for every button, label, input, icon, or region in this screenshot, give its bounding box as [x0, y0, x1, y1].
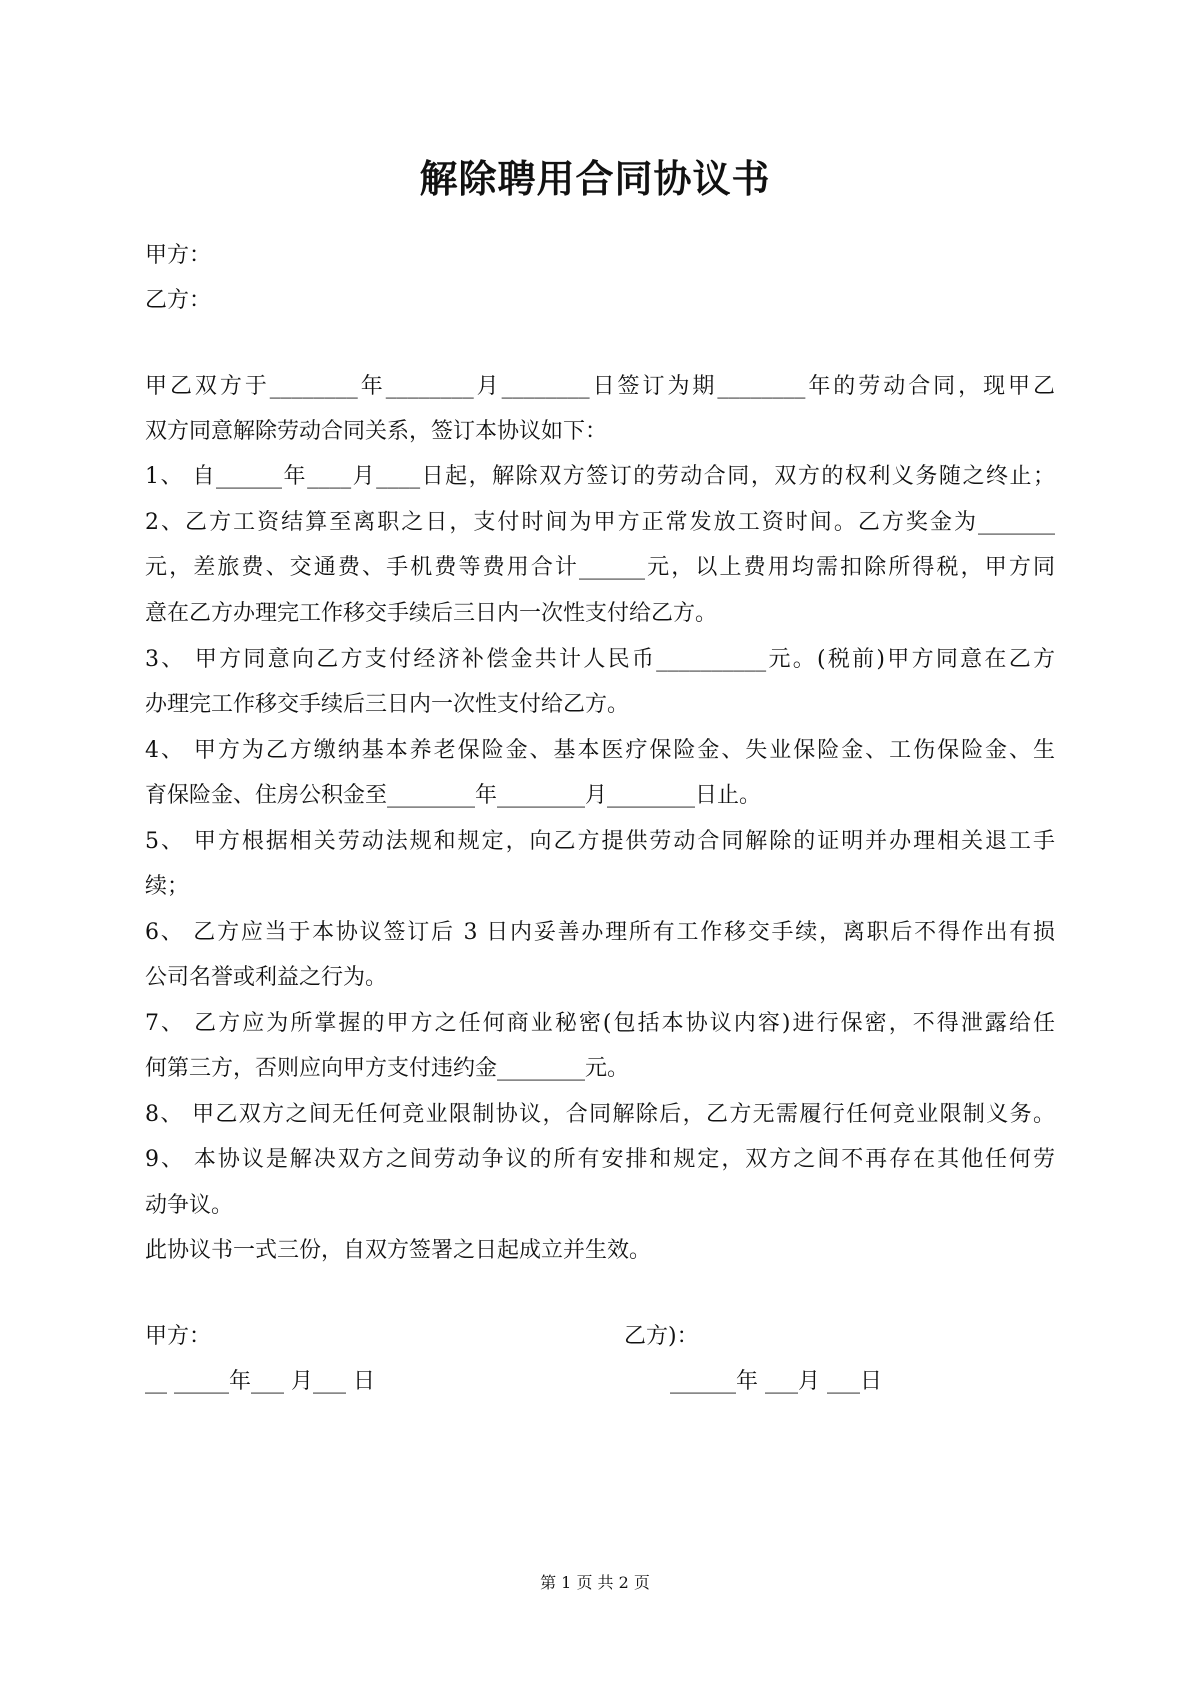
- party-a-line: 甲方：: [145, 243, 212, 268]
- signature-party-a-label: 甲方：: [145, 1324, 212, 1349]
- clause-3-line-2: 办理完工作移交手续后三日内一次性支付给乙方。: [145, 692, 630, 717]
- page-footer: 第 1 页 共 2 页: [540, 1573, 650, 1592]
- clause-2-line-1: 2、乙方工资结算至离职之日，支付时间为甲方正常发放工资时间。乙方奖金为_______: [145, 510, 1055, 535]
- closing-statement: 此协议书一式三份，自双方签署之日起成立并生效。: [145, 1238, 652, 1263]
- intro-line-2: 双方同意解除劳动合同关系，签订本协议如下：: [145, 419, 608, 444]
- clause-8: 8、 甲乙双方之间无任何竞业限制协议，合同解除后，乙方无需履行任何竞业限制义务。: [145, 1102, 1055, 1127]
- clause-7-line-2: 何第三方，否则应向甲方支付违约金________元。: [145, 1056, 630, 1081]
- clause-5-line-1: 5、 甲方根据相关劳动法规和规定，向乙方提供劳动合同解除的证明并办理相关退工手: [145, 829, 1055, 854]
- clause-4-line-2: 育保险金、住房公积金至________年________月________日止。: [145, 783, 762, 808]
- clause-1: 1、 自______年____月____日起，解除双方签订的劳动合同，双方的权利义务随之终止；: [145, 464, 1055, 489]
- document-title: 解除聘用合同协议书: [419, 157, 771, 201]
- clause-5-line-2: 续；: [145, 874, 190, 899]
- clause-4-line-1: 4、 甲方为乙方缴纳基本养老保险金、基本医疗保险金、失业保险金、工伤保险金、生: [145, 738, 1055, 763]
- clause-6-line-2: 公司名誉或利益之行为。: [145, 965, 388, 990]
- clause-2-line-3: 意在乙方办理完工作移交手续后三日内一次性支付给乙方。: [145, 601, 718, 626]
- signature-party-b-date: ______年 ___月 ___日: [670, 1369, 882, 1394]
- party-b-line: 乙方：: [145, 288, 212, 313]
- clause-6-line-1: 6、 乙方应当于本协议签订后 3 日内妥善办理所有工作移交手续，离职后不得作出有损: [145, 920, 1055, 945]
- clause-9-line-1: 9、 本协议是解决双方之间劳动争议的所有安排和规定，双方之间不再存在其他任何劳: [145, 1147, 1055, 1172]
- intro-line-1: 甲乙双方于________年________月________日签订为期________年的劳动合同，现甲乙: [145, 374, 1055, 399]
- clause-3-line-1: 3、 甲方同意向乙方支付经济补偿金共计人民币__________元。(税前)甲方同意在乙方: [145, 647, 1055, 672]
- clause-7-line-1: 7、 乙方应为所掌握的甲方之任何商业秘密(包括本协议内容)进行保密，不得泄露给任: [145, 1011, 1055, 1036]
- clause-9-line-2: 动争议。: [145, 1193, 234, 1218]
- clause-2-line-2: 元，差旅费、交通费、手机费等费用合计______元，以上费用均需扣除所得税，甲方同: [145, 555, 1055, 580]
- signature-party-b-label: 乙方)：: [624, 1324, 699, 1349]
- signature-party-a-date: __ _____年___ 月___ 日: [145, 1369, 375, 1394]
